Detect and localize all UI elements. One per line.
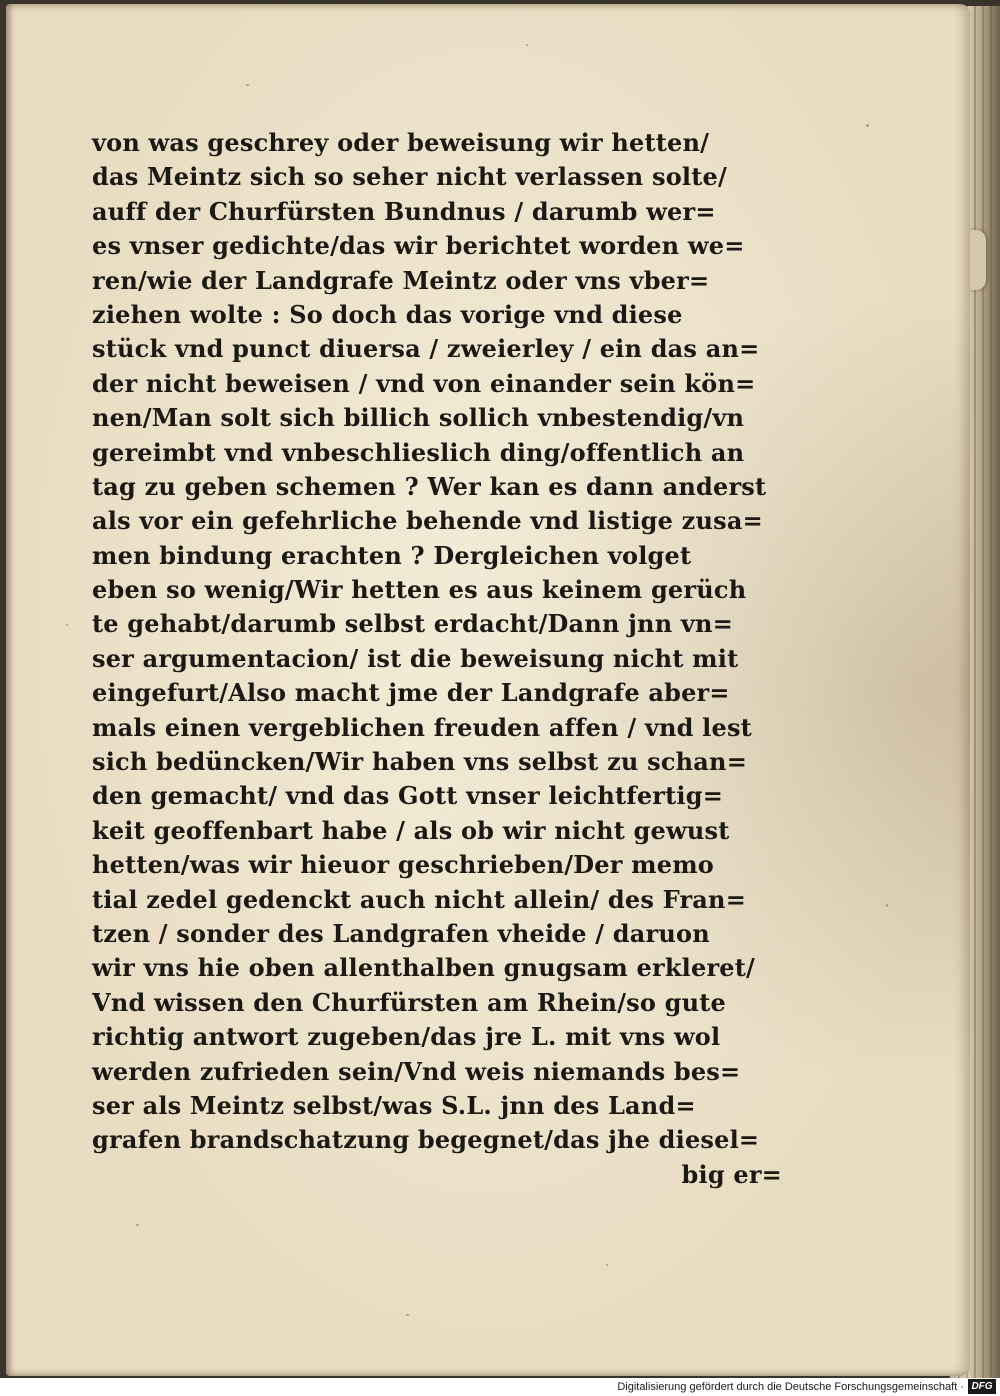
text-line: wir vns hie oben allenthalben gnugsam erkleret/: [92, 953, 756, 983]
text-line: tzen / sonder des Landgrafen vheide / daruon: [92, 918, 710, 948]
text-line: von was geschrey oder beweisung wir hetten/: [92, 128, 710, 157]
text-line: sich bedüncken/Wir haben vns selbst zu schan=: [92, 747, 748, 777]
text-line: eingefurt/Also macht jme der Landgrafe aber=: [92, 678, 730, 708]
text-line: Vnd wissen den Churfürsten am Rhein/so gute: [92, 987, 727, 1017]
text-line: te gehabt/darumb selbst erdacht/Dann jnn vn=: [92, 609, 734, 639]
catchword: big er=: [681, 1159, 782, 1189]
text-line: es vnser gedichte/das wir berichtet worden we=: [92, 231, 745, 261]
text-line: der nicht beweisen / vnd von einander sein kön=: [92, 368, 756, 398]
text-line: ser als Meintz selbst/was S.L. jnn des Land=: [92, 1090, 696, 1120]
text-line: men bindung erachten ? Dergleichen volget: [92, 540, 692, 570]
text-line: stück vnd punct diuersa / zweierley / ein das an=: [92, 334, 760, 364]
text-line: als vor ein gefehrliche behende vnd listige zusa=: [92, 506, 763, 536]
text-line: ren/wie der Landgrafe Meintz oder vns vber=: [92, 265, 710, 295]
text-line: das Meintz sich so seher nicht verlassen solte/: [92, 162, 727, 192]
text-line: tial zedel gedenckt auch nicht allein/ des Fran=: [92, 884, 747, 914]
text-line: eben so wenig/Wir hetten es aus keinem gerüch: [92, 575, 747, 605]
text-line: tag zu geben schemen ? Wer kan es dann anderst: [92, 471, 767, 501]
body-text: [92, 126, 782, 1192]
text-line: richtig antwort zugeben/das jre L. mit vns wol: [92, 1022, 721, 1052]
text-line: den gemacht/ vnd das Gott vnser leichtfertig=: [92, 781, 724, 811]
text-line: grafen brandschatzung begegnet/das jhe diesel=: [92, 1125, 760, 1155]
text-line: gereimbt vnd vnbeschlieslich ding/offentlich an: [92, 437, 745, 467]
text-line: werden zufrieden sein/Vnd weis niemands bes=: [92, 1056, 741, 1086]
text-line: hetten/was wir hieuor geschrieben/Der memo: [92, 850, 714, 880]
dfg-logo[interactable]: DFG: [968, 1379, 996, 1394]
text-line: mals einen vergeblichen freuden affen / vnd lest: [92, 712, 752, 742]
text-line: auff der Churfürsten Bundnus / darumb wer=: [92, 196, 716, 226]
funding-credit: Digitalisierung gefördert durch die Deutsche Forschungsgemeinschaft ·: [617, 1381, 964, 1393]
text-line: keit geoffenbart habe / als ob wir nicht gewust: [92, 815, 730, 845]
text-line: nen/Man solt sich billich sollich vnbestendig/vn: [92, 403, 745, 433]
text-line: ser argumentacion/ ist die beweisung nicht mit: [92, 643, 739, 673]
text-line: ziehen wolte : So doch das vorige vnd diese: [92, 299, 683, 329]
